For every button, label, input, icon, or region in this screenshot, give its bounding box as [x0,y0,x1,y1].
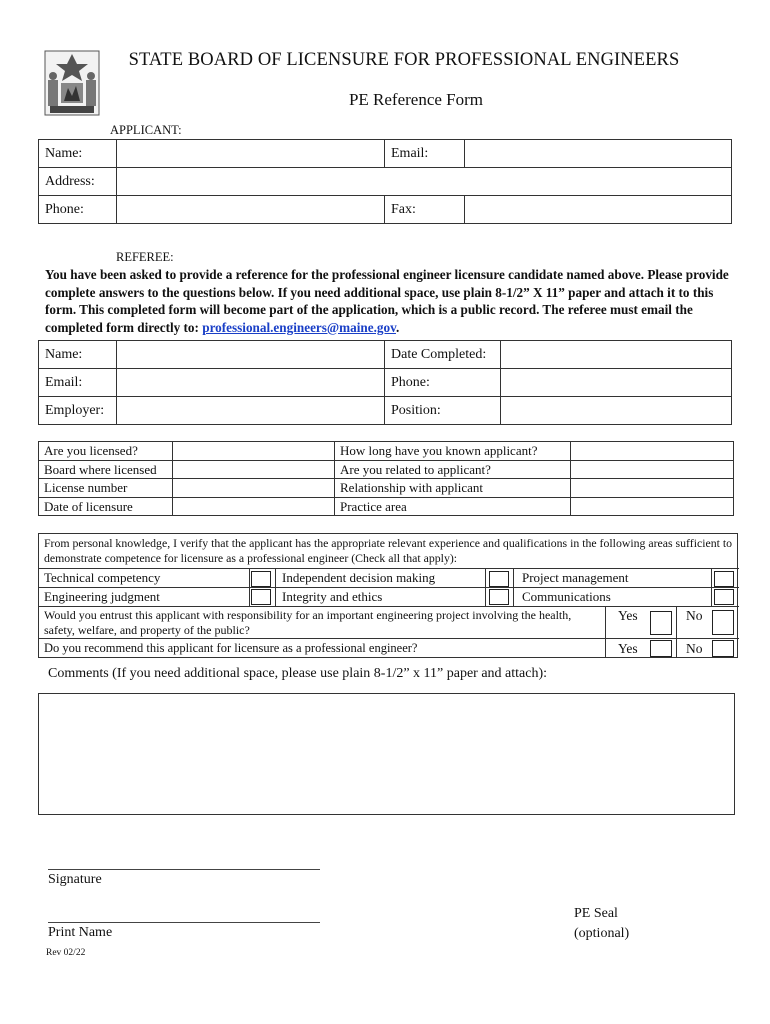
applicant-name-label: Name: [39,140,117,168]
date-of-licensure-field[interactable] [173,497,335,516]
qualification-label-technical: Technical competency [44,570,161,585]
pe-seal-optional-label: (optional) [574,926,630,941]
entrust-yes-label: Yes [618,608,638,623]
applicant-address-label: Address: [39,168,117,196]
license-number-label: License number [39,479,173,498]
applicant-name-field[interactable] [117,140,385,168]
referee-instructions-end: . [395,319,400,335]
referee-table [38,340,732,425]
are-you-licensed-label: Are you licensed? [39,442,173,461]
checkbox-technical-competency[interactable] [251,571,271,587]
signature-label: Signature [48,872,102,887]
referee-section-label: REFEREE: [116,250,174,264]
applicant-email-field[interactable] [465,140,732,168]
date-of-licensure-label: Date of licensure [39,497,173,516]
recommend-question-row [39,638,739,658]
entrust-question-row [39,606,739,638]
are-you-related-field[interactable] [571,460,734,479]
checkbox-engineering-judgment[interactable] [251,589,271,605]
qualification-label-independent: Independent decision making [282,570,436,585]
license-info-table [38,441,734,516]
applicant-fax-field[interactable] [465,196,732,224]
form-subtitle: PE Reference Form [348,90,484,109]
referee-email-field[interactable] [117,369,385,397]
qualifications-section [38,533,738,658]
referee-date-completed-label: Date Completed: [385,341,501,369]
comments-label: Comments (If you need additional space, please use plain 8-1/2” x 11” paper and attach): [48,666,548,681]
referee-phone-label: Phone: [385,369,501,397]
recommend-question: Do you recommend this applicant for licensure as a professional engineer? [44,641,418,655]
recommend-yes-checkbox[interactable] [650,640,672,657]
pe-seal-label: PE Seal [574,906,618,921]
qualification-label-project: Project management [522,570,629,585]
recommend-no-checkbox[interactable] [712,640,734,657]
practice-area-label: Practice area [335,497,571,516]
applicant-phone-field[interactable] [117,196,385,224]
entrust-no-label: No [686,608,703,623]
checkbox-integrity-ethics[interactable] [489,589,509,605]
referee-instructions-text: You have been asked to provide a reference for the professional engineer licensure candidate named above. Please provide complete answers to the questions below. If you need additional space, use plain 8-1/2” X 11” paper and attach it to this form. This completed form will become part of the application, which is a public record. The referee must email the completed form directly to: [45,267,729,335]
page-title: STATE BOARD OF LICENSURE FOR PROFESSIONAL ENGINEERS [128,50,680,70]
how-long-known-field[interactable] [571,442,734,461]
applicant-fax-label: Fax: [385,196,465,224]
are-you-licensed-field[interactable] [173,442,335,461]
referee-name-field[interactable] [117,341,385,369]
how-long-known-label: How long have you known applicant? [335,442,571,461]
referee-phone-field[interactable] [501,369,732,397]
signature-line[interactable] [48,869,320,870]
board-email-link[interactable]: professional.engineers@maine.gov [202,319,396,335]
qualification-label-communications: Communications [522,589,611,604]
referee-employer-label: Employer: [39,397,117,425]
referee-position-label: Position: [385,397,501,425]
qualification-row [39,568,739,587]
print-name-label: Print Name [48,925,113,940]
entrust-no-checkbox[interactable] [712,610,734,635]
relationship-label: Relationship with applicant [335,479,571,498]
entrust-yes-checkbox[interactable] [650,611,672,635]
checkbox-communications[interactable] [714,589,734,605]
comments-textarea[interactable] [38,693,735,815]
checkbox-project-management[interactable] [714,571,734,587]
are-you-related-label: Are you related to applicant? [335,460,571,479]
checkbox-independent-decision[interactable] [489,571,509,587]
referee-employer-field[interactable] [117,397,385,425]
qualifications-intro: From personal knowledge, I verify that the applicant has the appropriate relevant experience and qualifications in the following areas sufficient to demonstrate competence for licensure as a professional engineer (Check all that apply): [44,536,733,565]
board-where-licensed-label: Board where licensed [39,460,173,479]
referee-email-label: Email: [39,369,117,397]
license-number-field[interactable] [173,479,335,498]
revision-label: Rev 02/22 [46,948,86,958]
qualification-row [39,587,739,606]
referee-position-field[interactable] [501,397,732,425]
entrust-question: Would you entrust this applicant with responsibility for an important engineering project involving the health, safety, welfare, and property of the public? [44,608,572,637]
applicant-email-label: Email: [385,140,465,168]
qualification-label-judgment: Engineering judgment [44,589,160,604]
applicant-phone-label: Phone: [39,196,117,224]
print-name-line[interactable] [48,922,320,923]
practice-area-field[interactable] [571,497,734,516]
recommend-no-label: No [686,641,703,656]
referee-name-label: Name: [39,341,117,369]
applicant-address-field[interactable] [117,168,732,196]
recommend-yes-label: Yes [618,641,638,656]
referee-date-completed-field[interactable] [501,341,732,369]
relationship-field[interactable] [571,479,734,498]
applicant-table [38,139,732,224]
board-where-licensed-field[interactable] [173,460,335,479]
referee-instructions [45,266,745,336]
applicant-section-label: APPLICANT: [110,123,182,137]
qualification-label-integrity: Integrity and ethics [282,589,383,604]
